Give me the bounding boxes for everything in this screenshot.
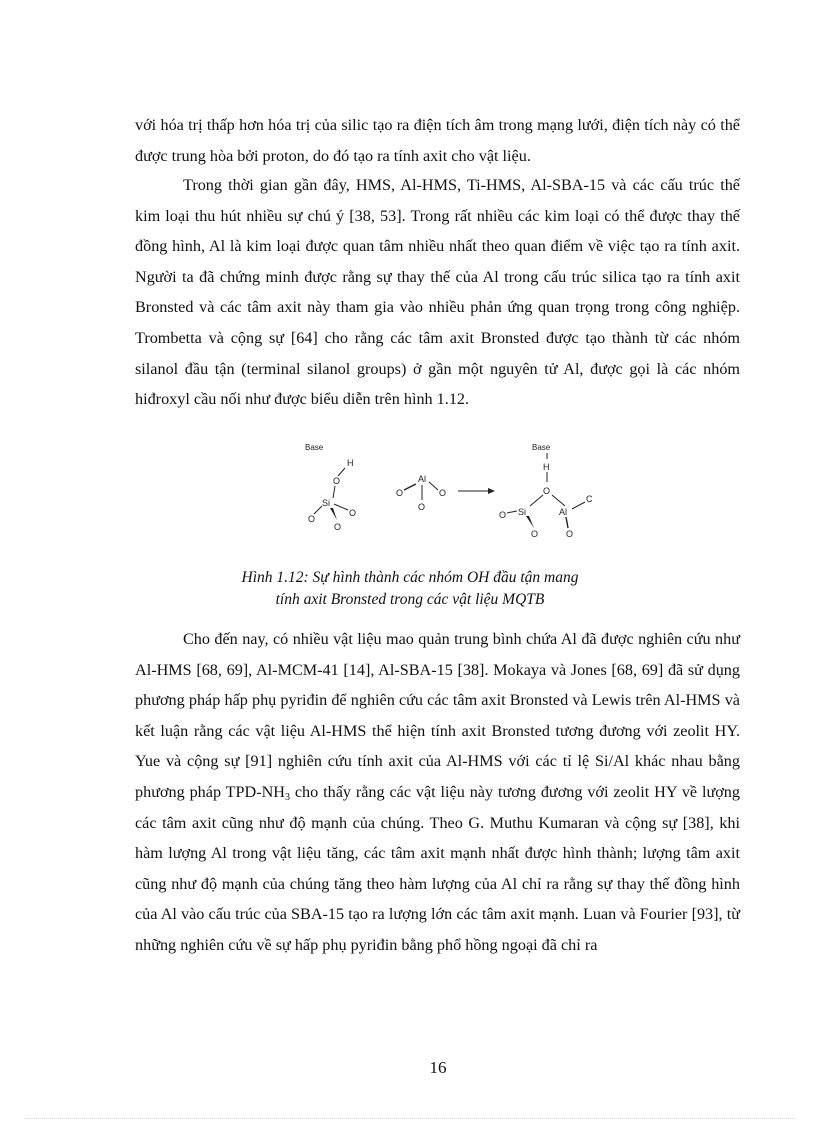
bond-o-si-left <box>333 486 335 498</box>
bond-o-si-right <box>530 495 543 506</box>
reaction-arrow-head <box>488 488 495 494</box>
o-label-mid-r: O <box>439 488 447 498</box>
al-label-mid: Al <box>418 474 427 484</box>
al-label-right: Al <box>559 507 568 517</box>
paragraph-3-text <box>135 624 740 961</box>
o-label-mid-b: O <box>418 502 426 512</box>
bond-h-o-left <box>338 468 345 476</box>
bond-si-o-left-l <box>314 506 322 514</box>
base-label-right: Base <box>532 443 551 452</box>
o-label-left-l: O <box>308 514 316 524</box>
footer-divider <box>25 1118 795 1119</box>
bond-al-o-r3 <box>566 517 568 528</box>
paragraph-2-text: Trong thời gian gần đây, HMS, Al-HMS, Ti-HMS, Al-SBA-15 và các cấu trúc thế kim loại thu hút nhiều sự chú ý [38, 53]. Trong rất nhiều các kim loại có thể được thay thế đồng hình, Al là kim loại được quan tâm nhiều nhất theo quan điểm về việc tạo ra tính axit. Người ta đã chứng minh được rằng sự thay thế của Al trong cấu trúc silica tạo ra tính axit Bronsted và các tâm axit này tham gia vào nhiều phản ứng quan trọng trong công nghiệp. Trombetta và cộng sự [64] cho rằng các tâm axit Bronsted được tạo thành từ các nhóm silanol đầu tận (terminal silanol groups) ở gần một nguyên tử Al, được gọi là các nhóm hiđroxyl cầu nối như được biểu diễn trên hình 1.12. <box>135 176 740 409</box>
c-label-right: C <box>586 494 593 504</box>
paragraph-3 <box>135 624 740 961</box>
si-label-right: Si <box>518 507 527 517</box>
page-number: 16 <box>429 1058 447 1077</box>
nh3-subscript: 3 <box>284 791 290 803</box>
wedge-bond-right-si <box>526 516 534 528</box>
o-label-r1: O <box>499 510 507 520</box>
o-label-r3: O <box>566 529 574 539</box>
paragraph-1 <box>135 110 740 171</box>
paragraph-1-text: với hóa trị thấp hơn hóa trị của silic tạo ra điện tích âm trong mạng lưới, điện tích này có thể được trung hòa bởi proton, do đó tạo ra tính axit cho vật liệu. <box>135 116 740 165</box>
o-label-r2: O <box>531 529 539 539</box>
bond-al-c-right <box>572 502 585 509</box>
paragraph-3-text-b: cho thấy rằng các vật liệu này tương đương với zeolit HY về lượng các tâm axit cũng như độ mạnh của chúng. Theo G. Muthu Kumaran và cộng sự [38], khi hàm lượng Al trong vật liệu tăng, các tâm axit mạnh nhất được hình thành; lượng tâm axit cũng như độ mạnh của chúng tăng theo hàm lượng của Al chỉ ra rằng sự thay thế đồng hình của Al vào cấu trúc của SBA-15 tạo ra lượng lớn các tâm axit mạnh. Luan và Fourier [93], từ những nghiên cứu về sự hấp phụ pyriđin bằng phổ hồng ngoại đã chỉ ra <box>135 782 740 954</box>
h-label-left: H <box>347 458 354 468</box>
base-label-left: Base <box>305 443 324 452</box>
o-label-right-bridge: O <box>543 486 551 496</box>
o-label-left-r: O <box>349 508 357 518</box>
wedge-bond-left <box>330 508 337 520</box>
o-label-mid-l: O <box>396 488 404 498</box>
bond-al-o-mid-l <box>404 484 416 490</box>
bond-al-o-mid-r <box>429 482 438 490</box>
figure-caption-line-2: tính axit Bronsted trong các vật liệu MQTB <box>275 591 545 608</box>
bond-si-o-left-r <box>334 504 348 510</box>
h-label-right: H <box>543 462 550 472</box>
bond-si-o-r1 <box>507 511 517 513</box>
paragraph-2 <box>135 170 740 415</box>
si-label-left: Si <box>322 498 331 508</box>
paragraph-3-text-a: Cho đến nay, có nhiều vật liệu mao quản trung bình chứa Al đã được nghiên cứu như Al-HMS [68, 69], Al-MCM-41 [14], Al-SBA-15 [38]. Mokaya và Jones [68, 69] đã sử dụng phương pháp hấp phụ pyriđin để nghiên cứu các tâm axit Bronsted và Lewis trên Al-HMS và kết luận rằng các vật liệu Al-HMS thể hiện tính axit Bronsted tương đương với zeolit HY. Yue và cộng sự [91] nghiên cứu tính axit của Al-HMS với các tỉ lệ Si/Al khác nhau bằng phương pháp TPD-NH <box>135 630 740 801</box>
o-label-left-b: O <box>334 522 342 532</box>
bond-o-al-right <box>552 495 565 506</box>
bronsted-site-figure <box>300 440 600 550</box>
o-label-left-top: O <box>333 476 341 486</box>
figure-caption-line-1: Hình 1.12: Sự hình thành các nhóm OH đầu tận mang <box>241 569 579 586</box>
